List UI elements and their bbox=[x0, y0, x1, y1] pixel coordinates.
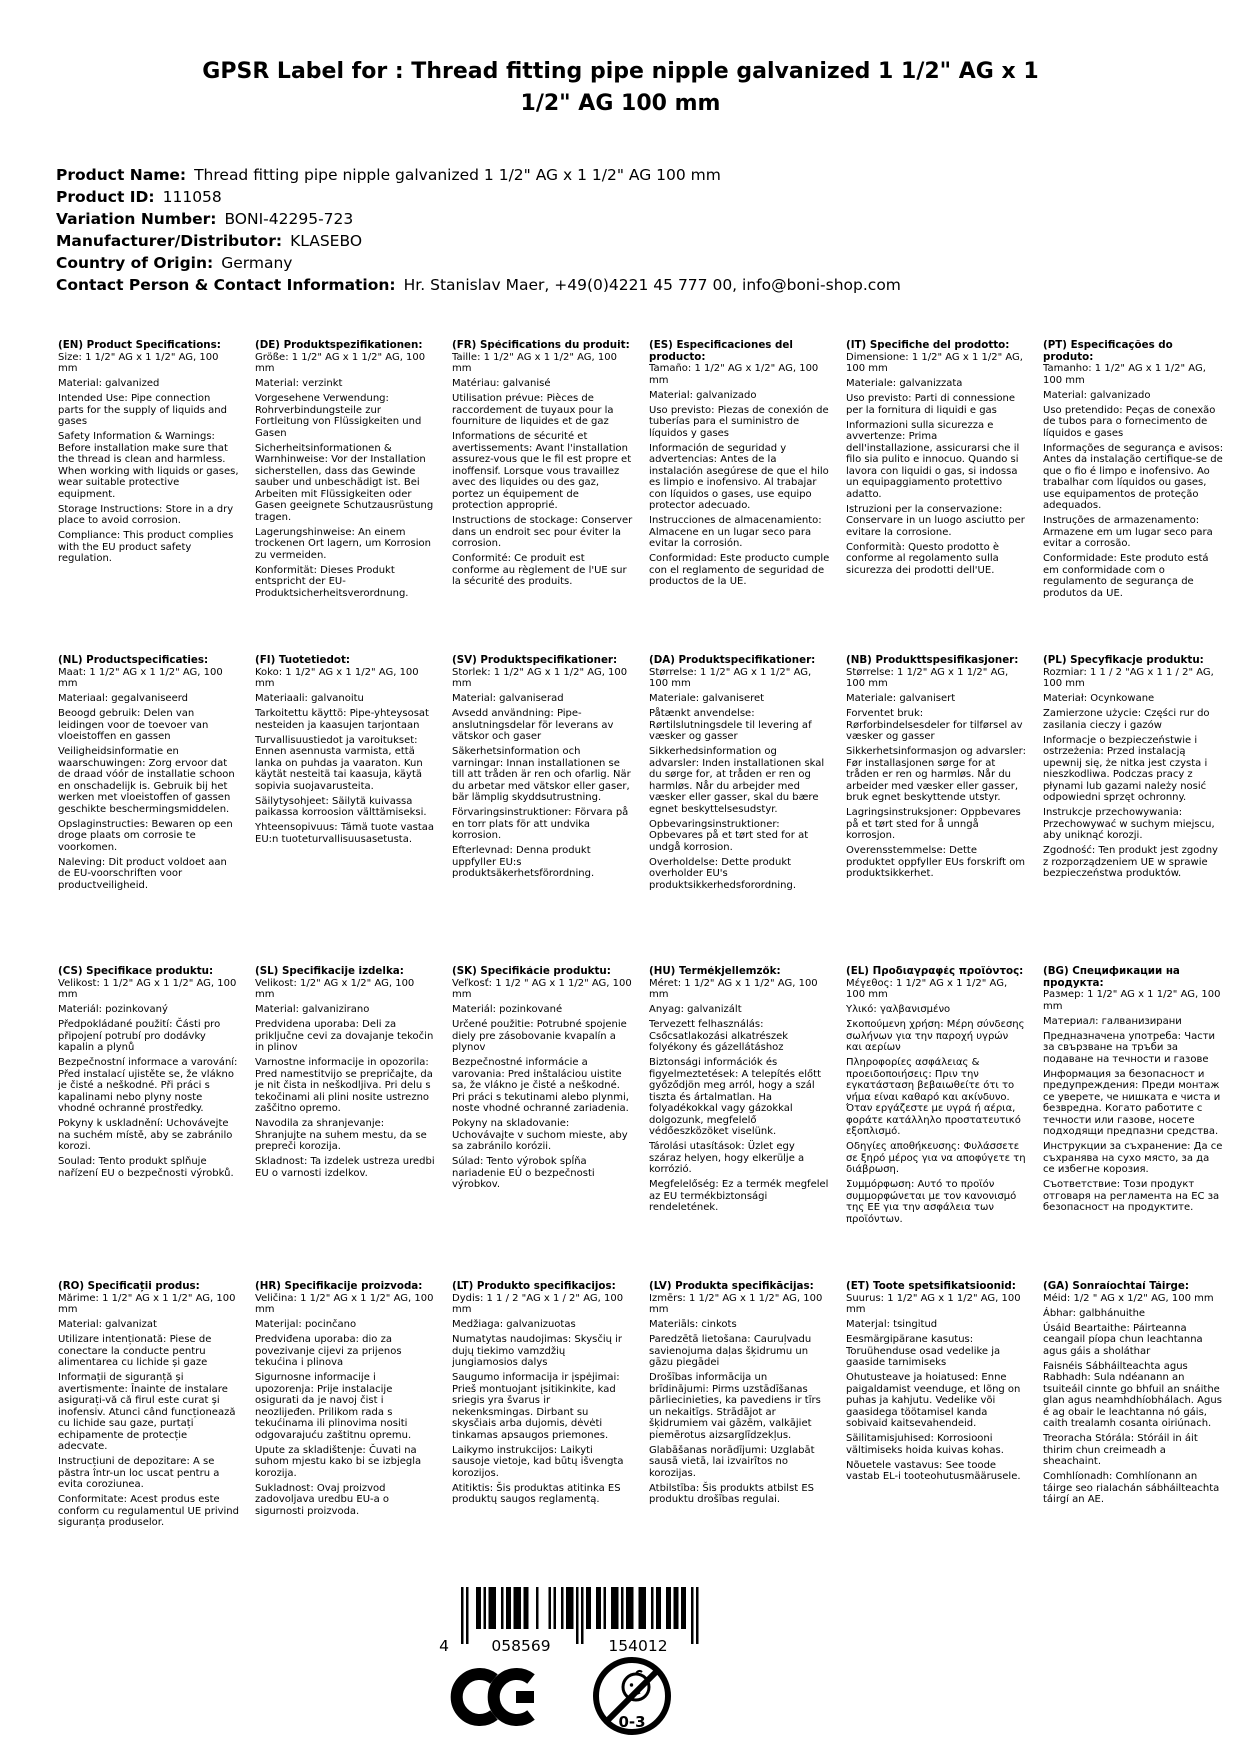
spec-block-de bbox=[255, 340, 436, 655]
spec-paragraph: Sicherheitsinformationen & Warnhinweise: Vor der Installation sicherstellen, dass das Gewinde sauber und unbeschädigt ist. Bei Arbeiten mit Flüssigkeiten oder Gasen geeignete Schutzausrüstung tragen. bbox=[255, 442, 434, 523]
barcode-bar bbox=[696, 1587, 699, 1644]
age-warning-label: 0-3 bbox=[618, 1713, 646, 1731]
spec-paragraph: Matériau: galvanisé bbox=[452, 378, 551, 389]
spec-paragraph: Drošības informācija un brīdinājumi: Pirms uzstādīšanas pārliecinieties, ka pavediens ir tīrs un nekaitīgs. Strādājot ar šķidrumiem vai gāzēm, valkājiet piemērotus aizsarglīdzekļus. bbox=[649, 1372, 821, 1441]
product-info-section bbox=[56, 164, 1201, 296]
spec-header-en: (EN) Product Specifications: bbox=[58, 340, 221, 351]
spec-paragraph: Størrelse: 1 1/2" AG x 1 1/2" AG, 100 mm bbox=[846, 666, 1009, 689]
spec-block-lt bbox=[452, 1281, 633, 1529]
barcode-bar bbox=[681, 1587, 686, 1629]
spec-paragraph: Pokyny k uskladnění: Uchovávejte na suchém místě, aby se zabránilo korozi. bbox=[58, 1118, 233, 1152]
barcode-bar bbox=[581, 1587, 584, 1644]
spec-paragraph: Säilytysohjeet: Säilytä kuivassa paikassa korroosion välttämiseksi. bbox=[255, 795, 427, 818]
spec-block-hu bbox=[649, 966, 830, 1281]
spec-block-en bbox=[58, 340, 239, 655]
spec-paragraph: Informacje o bezpieczeństwie i ostrzeżenia: Przed instalacją upewnij się, że nitka jest czysta i nieszkodliwa. Podczas pracy z płynami lub gazami należy nosić odpowiedni sprzęt ochronny. bbox=[1043, 734, 1208, 803]
spec-block-sl bbox=[255, 966, 436, 1281]
spec-paragraph: Yhteensopivuus: Tämä tuote vastaa EU:n tuoteturvallisuusasetusta. bbox=[255, 822, 434, 845]
spec-paragraph: Súlad: Tento výrobok spĺňa nariadenie EÚ o bezpečnosti výrobkov. bbox=[452, 1156, 595, 1190]
barcode-bar bbox=[651, 1587, 654, 1629]
barcode-bar bbox=[466, 1587, 469, 1644]
spec-paragraph: Material: galvanizat bbox=[58, 1319, 157, 1330]
spec-header-sk: (SK) Špecifikácie produktu: bbox=[452, 966, 611, 977]
barcode-bar bbox=[596, 1587, 601, 1629]
spec-paragraph: Tamaño: 1 1/2" AG x 1/2" AG, 100 mm bbox=[649, 363, 819, 386]
spec-paragraph: Størrelse: 1 1/2" AG x 1 1/2" AG, 100 mm bbox=[649, 666, 812, 689]
spec-paragraph: Maat: 1 1/2" AG x 1 1/2" AG, 100 mm bbox=[58, 666, 223, 689]
spec-header-fi: (FI) Tuotetiedot: bbox=[255, 655, 350, 666]
spec-paragraph: Tamanho: 1 1/2" AG x 1 1/2" AG, 100 mm bbox=[1043, 363, 1206, 386]
info-label: Contact Person & Contact Information: bbox=[56, 276, 396, 294]
spec-paragraph: Materiale: galvanisert bbox=[846, 693, 956, 704]
spec-paragraph: Laikymo instrukcijos: Laikyti sausoje vietoje, kad būtų išvengta korozijos. bbox=[452, 1444, 624, 1479]
spec-block-cs bbox=[58, 966, 239, 1281]
barcode-bar bbox=[621, 1587, 624, 1629]
barcode-bar bbox=[476, 1587, 481, 1629]
barcode-prefix-digit: 4 bbox=[439, 1637, 449, 1655]
spec-paragraph: Sikkerhedsinformation og advarsler: Inden installationen skal du sørge for, at tråden er ren og harmløs. Når du arbejder med væsker eller gasser, skal du bære egnet beskyttelsesudstyr. bbox=[649, 746, 825, 815]
spec-paragraph: Treoracha Stórála: Stóráil in áit thirim chun creimeadh a sheachaint. bbox=[1043, 1433, 1198, 1467]
info-label: Manufacturer/Distributor: bbox=[56, 232, 283, 250]
spec-block-el bbox=[846, 966, 1027, 1281]
barcode-bar bbox=[566, 1587, 574, 1629]
spec-paragraph: Biztonsági információk és figyelmeztetések: A telepítés előtt győződjön meg arról, hogy a szál tiszta és ártalmatlan. Ha folyadékokkal vagy gázokkal dolgozunk, megfelelő védőeszközöket viselünk. bbox=[649, 1057, 821, 1137]
info-line-1 bbox=[56, 186, 1201, 208]
barcode-bar bbox=[501, 1587, 504, 1629]
spec-paragraph: Σκοπούμενη χρήση: Μέρη σύνδεσης σωλήνων για την παροχή υγρών και αερίων bbox=[846, 1019, 1025, 1053]
spec-paragraph: Size: 1 1/2" AG x 1 1/2" AG, 100 mm bbox=[58, 351, 219, 374]
barcode-bars-icon bbox=[432, 1585, 712, 1659]
spec-paragraph: Veiligheidsinformatie en waarschuwingen: Zorg ervoor dat de draad vóór de installatie schoon en onschadelijk is. Gebruik bij het werken met vloeistoffen of gassen geschikte beschermingsmiddelen. bbox=[58, 746, 235, 815]
spec-paragraph: Opslaginstructies: Bewaren op een droge plaats om corrosie te voorkomen. bbox=[58, 818, 233, 853]
age-warning-0-3-icon bbox=[592, 1656, 672, 1740]
spec-paragraph: Forventet bruk: Rørforbindelsesdeler for tilførsel av væsker og gasser bbox=[846, 708, 1023, 742]
barcode-bar bbox=[626, 1587, 634, 1629]
spec-block-bg bbox=[1043, 966, 1224, 1281]
spec-paragraph: Velikost: 1 1/2" AG x 1 1/2" AG, 100 mm bbox=[58, 977, 237, 1000]
spec-header-fr: (FR) Spécifications du produit: bbox=[452, 340, 630, 351]
spec-paragraph: Koko: 1 1/2" AG x 1 1/2" AG, 100 mm bbox=[255, 666, 419, 689]
spec-paragraph: Opbevaringsinstruktioner: Opbevares på et tørt sted for at undgå korrosion. bbox=[649, 818, 809, 853]
spec-paragraph: Conformitate: Acest produs este conform cu regulamentul UE privind siguranța produselor. bbox=[58, 1494, 239, 1528]
info-line-3 bbox=[56, 230, 1201, 252]
spec-paragraph: Material: galvanized bbox=[58, 378, 160, 389]
spec-paragraph: Utilisation prévue: Pièces de raccordement de tuyaux pour la fourniture de liquides et de gaz bbox=[452, 393, 614, 427]
spec-block-nl bbox=[58, 655, 239, 966]
spec-paragraph: Οδηγίες αποθήκευσης: Φυλάσσετε σε ξηρό μέρος για να αποφύγετε τη διάβρωση. bbox=[846, 1141, 1026, 1175]
spec-paragraph: Navodila za shranjevanje: Shranjujte na suhem mestu, da se prepreči korozija. bbox=[255, 1118, 427, 1152]
spec-paragraph: Informations de sécurité et avertissements: Avant l'installation assurez-vous que le fil est propre et inoffensif. Lorsque vous travaillez avec des liquides ou des gaz, portez un équipement de protection approprié. bbox=[452, 431, 632, 511]
spec-header-sl: (SL) Specifikacije izdelka: bbox=[255, 966, 404, 977]
spec-paragraph: Suurus: 1 1/2" AG x 1 1/2" AG, 100 mm bbox=[846, 1292, 1021, 1315]
spec-paragraph: Taille: 1 1/2" AG x 1 1/2" AG, 100 mm bbox=[452, 351, 617, 374]
spec-paragraph: Tarkoitettu käyttö: Pipe-yhteysosat nesteiden ja kaasujen tarjontaan bbox=[255, 708, 429, 731]
spec-paragraph: Μέγεθος: 1 1/2" AG x 1 1/2" AG, 100 mm bbox=[846, 977, 1008, 1000]
spec-paragraph: Materiale: galvanizzata bbox=[846, 378, 963, 389]
spec-paragraph: Materjal: tsingitud bbox=[846, 1319, 938, 1330]
spec-paragraph: Sikkerhetsinformasjon og advarsler: Før installasjonen sørge for at tråden er ren og harmløs. Når du arbeider med væsker eller gasser, bruk egnet beskyttende utstyr. bbox=[846, 746, 1026, 803]
info-line-2 bbox=[56, 208, 1201, 230]
spec-paragraph: Zgodność: Ten produkt jest zgodny z rozporządzeniem UE w sprawie bezpieczeństwa produktów. bbox=[1043, 845, 1218, 879]
barcode-bar bbox=[639, 1587, 647, 1629]
barcode-left-digits: 058569 bbox=[491, 1637, 551, 1655]
spec-paragraph: Informații de siguranță și avertismente: Înainte de instalare asigurați-vă că firul este curat și inofensiv. Atunci când funcționează cu lichide sau gaze, purtați echipamente de protecție adecvate. bbox=[58, 1372, 236, 1452]
spec-paragraph: Efterlevnad: Denna produkt uppfyller EU:s produktsäkerhetsförordning. bbox=[452, 845, 595, 879]
spec-paragraph: Инструкции за съхранение: Да се съхранява на сухо място, за да се избегне корозия. bbox=[1043, 1141, 1223, 1175]
spec-paragraph: Storage Instructions: Store in a dry place to avoid corrosion. bbox=[58, 503, 234, 526]
spec-paragraph: Comhlíonadh: Comhlíonann an táirge seo rialachán sábháilteachta táirgí an AE. bbox=[1043, 1471, 1220, 1505]
spec-paragraph: Zamierzone użycie: Części rur do zasilania cieczy i gazów bbox=[1043, 708, 1210, 731]
spec-paragraph: Eesmärgipärane kasutus: Toruühenduse osad vedelike ja gaaside tarnimiseks bbox=[846, 1334, 1001, 1368]
barcode-bar bbox=[604, 1587, 607, 1629]
spec-paragraph: Dimensione: 1 1/2" AG x 1 1/2" AG, 100 mm bbox=[846, 351, 1023, 374]
spec-header-nl: (NL) Productspecificaties: bbox=[58, 655, 209, 666]
info-value: BONI-42295-723 bbox=[224, 210, 354, 228]
spec-paragraph: Материал: галванизирани bbox=[1043, 1015, 1182, 1027]
barcode-bar bbox=[461, 1587, 464, 1644]
spec-header-sv: (SV) Produktspecifikationer: bbox=[452, 655, 618, 666]
barcode-bar bbox=[489, 1587, 497, 1629]
info-value: 111058 bbox=[162, 188, 222, 206]
spec-paragraph: Förvaringsinstruktioner: Förvara på en torr plats för att undvika korrosion. bbox=[452, 807, 629, 841]
spec-paragraph: Naleving: Dit product voldoet aan de EU-voorschriften voor productveiligheid. bbox=[58, 856, 227, 891]
spec-block-fr bbox=[452, 340, 633, 655]
info-value: Germany bbox=[221, 254, 293, 272]
spec-paragraph: Upute za skladištenje: Čuvati na suhom mjestu kako bi se izbjegla korozija. bbox=[255, 1444, 422, 1479]
spec-paragraph: Uso previsto: Piezas de conexión de tuberías para el suministro de líquidos y gases bbox=[649, 404, 829, 439]
spec-header-lv: (LV) Produkta specifikācijas: bbox=[649, 1281, 814, 1292]
spec-paragraph: Paredzētā lietošana: Cauruļvadu savienojuma daļas šķidrumu un gāzu piegādei bbox=[649, 1334, 812, 1368]
spec-paragraph: Compliance: This product complies with the EU product safety regulation. bbox=[58, 530, 234, 564]
barcode-bar bbox=[536, 1587, 539, 1629]
spec-paragraph: Utilizare intenționată: Piese de conectare la conducte pentru alimentarea cu lichide și gaze bbox=[58, 1334, 212, 1368]
spec-header-ga: (GA) Sonraíochtaí Táirge: bbox=[1043, 1281, 1190, 1292]
spec-paragraph: Určené použitie: Potrubné spojenie diely pre zásobovanie kvapalín a plynov bbox=[452, 1019, 627, 1053]
spec-paragraph: Material: verzinkt bbox=[255, 378, 343, 389]
ce-mark-icon bbox=[450, 1664, 545, 1734]
spec-header-pt: (PT) Especificações do produto: bbox=[1043, 340, 1173, 363]
spec-paragraph: Conformità: Questo prodotto è conforme al regolamento sulla sicurezza dei prodotti dell'UE. bbox=[846, 541, 1000, 576]
spec-paragraph: Veličina: 1 1/2" AG x 1 1/2" AG, 100 mm bbox=[255, 1292, 434, 1315]
barcode-bar bbox=[524, 1587, 529, 1629]
spec-block-es bbox=[649, 340, 830, 655]
spec-paragraph: Lagerungshinweise: An einem trockenen Ort lagern, um Korrosion zu vermeiden. bbox=[255, 526, 431, 561]
barcode-bar bbox=[576, 1587, 579, 1644]
spec-header-lt: (LT) Produkto specifikacijos: bbox=[452, 1281, 616, 1292]
barcode-bar bbox=[674, 1587, 679, 1629]
spec-paragraph: Pokyny na skladovanie: Uchovávajte v suchom mieste, aby sa zabránilo korózii. bbox=[452, 1118, 628, 1152]
spec-paragraph: Instrucciones de almacenamiento: Almacene en un lugar seco para evitar la corrosión. bbox=[649, 515, 822, 549]
spec-paragraph: Megfelelőség: Ez a termék megfelel az EU termékbiztonsági rendeletének. bbox=[649, 1179, 829, 1213]
spec-paragraph: Mărime: 1 1/2" AG x 1 1/2" AG, 100 mm bbox=[58, 1292, 236, 1315]
spec-paragraph: Tervezett felhasználás: Csőcsatlakozási alkatrészek folyékony és gázellátáshoz bbox=[649, 1019, 789, 1053]
spec-paragraph: Konformität: Dieses Produkt entspricht der EU-Produktsicherheitsverordnung. bbox=[255, 564, 409, 599]
spec-header-de: (DE) Produktspezifikationen: bbox=[255, 340, 423, 351]
spec-block-ro bbox=[58, 1281, 239, 1529]
info-line-5 bbox=[56, 274, 1201, 296]
spec-paragraph: Beoogd gebruik: Delen van leidingen voor de toevoer van vloeistoffen en gassen bbox=[58, 708, 209, 742]
spec-block-nb bbox=[846, 655, 1027, 966]
spec-paragraph: Ábhar: galbhánuithe bbox=[1043, 1307, 1146, 1319]
spec-paragraph: Material: galvanizirano bbox=[255, 1004, 370, 1015]
spec-paragraph: Materiał: Ocynkowane bbox=[1043, 693, 1155, 704]
spec-block-sv bbox=[452, 655, 633, 966]
spec-block-pt bbox=[1043, 340, 1224, 655]
spec-paragraph: Instructions de stockage: Conserver dans un endroit sec pour éviter la corrosion. bbox=[452, 515, 633, 549]
spec-paragraph: Размер: 1 1/2" AG x 1 1/2" AG, 100 mm bbox=[1043, 989, 1221, 1012]
spec-paragraph: Bezpečnostné informácie a varovania: Pred inštaláciou uistite sa, že vlákno je čisté a neškodné. Pri práci s tekutinami alebo plynmi, noste vhodné ochranné zariadenia. bbox=[452, 1057, 629, 1114]
spec-paragraph: Uso pretendido: Peças de conexão de tubos para o fornecimento de líquidos e gases bbox=[1043, 404, 1216, 439]
spec-paragraph: Uso previsto: Parti di connessione per la fornitura di liquidi e gas bbox=[846, 393, 1015, 416]
spec-paragraph: Conformidad: Este producto cumple con el reglamento de seguridad de productos de la UE. bbox=[649, 553, 830, 587]
spec-paragraph: Storlek: 1 1/2" AG x 1 1/2" AG, 100 mm bbox=[452, 666, 628, 689]
info-label: Country of Origin: bbox=[56, 254, 214, 272]
spec-paragraph: Predviđena uporaba: dio za povezivanje cijevi za prijenos tekućina i plinova bbox=[255, 1334, 402, 1368]
spec-paragraph: Dydis: 1 1 / 2 "AG x 1 / 2" AG, 100 mm bbox=[452, 1292, 624, 1315]
spec-paragraph: Istruzioni per la conservazione: Conservare in un luogo asciutto per evitare la corrosione. bbox=[846, 503, 1025, 538]
spec-paragraph: Информация за безопасност и предупреждения: Преди монтаж се уверете, че нишката е чиста и безвредна. Когато работите с течности или газове, носете подходящи предпазни средства. bbox=[1043, 1068, 1221, 1137]
spec-paragraph: Sigurnosne informacije i upozorenja: Prije instalacije osigurati da je navoj čist i neozlijeđen. Prilikom rada s tekućinama ili plinovima nositi odgovarajuću zaštitnu opremu. bbox=[255, 1372, 412, 1441]
spec-paragraph: Tárolási utasítások: Üzlet egy száraz helyen, hogy elkerülje a korrózió. bbox=[649, 1141, 805, 1175]
spec-paragraph: Overholdelse: Dette produkt overholder EU's produktsikkerhedsforordning. bbox=[649, 856, 797, 891]
spec-paragraph: Material: galvanizado bbox=[649, 389, 757, 401]
spec-paragraph: Nõuetele vastavus: See toode vastab EL-i tooteohutusmäärusele. bbox=[846, 1459, 1021, 1482]
spec-paragraph: Medžiaga: galvanizuotas bbox=[452, 1319, 576, 1330]
spec-paragraph: Soulad: Tento produkt splňuje nařízení EU o bezpečnosti výrobků. bbox=[58, 1156, 234, 1179]
spec-paragraph: Bezpečnostní informace a varování: Před instalací ujistěte se, že vlákno je čisté a neškodné. Při práci s kapalinami nebo plyny noste vhodné ochranné prostředky. bbox=[58, 1057, 238, 1114]
spec-paragraph: Предназначена употреба: Части за свързване на тръби за подаване на течности и газове bbox=[1043, 1030, 1216, 1065]
spec-block-lv bbox=[649, 1281, 830, 1529]
spec-header-hu: (HU) Termékjellemzők: bbox=[649, 966, 781, 977]
spec-paragraph: Información de seguridad y advertencias: Antes de la instalación asegúrese de que el hilo es limpio e inofensivo. Al trabajar con líquidos o gases, use equipo protector adecuado. bbox=[649, 442, 829, 511]
spec-header-ro: (RO) Specificații produs: bbox=[58, 1281, 200, 1292]
spec-block-da bbox=[649, 655, 830, 966]
spec-paragraph: Sukladnost: Ovaj proizvod zadovoljava uredbu EU-a o sigurnosti proizvoda. bbox=[255, 1482, 390, 1517]
info-value: Hr. Stanislav Maer, +49(0)4221 45 777 00, info@boni-shop.com bbox=[403, 276, 901, 294]
spec-paragraph: Předpokládané použití: Části pro připojení potrubí pro dodávky kapalin a plynů bbox=[58, 1019, 221, 1053]
spec-paragraph: Predvidena uporaba: Deli za priključne cevi za dovajanje tekočin in plinov bbox=[255, 1019, 434, 1053]
spec-paragraph: Lagringsinstruksjoner: Oppbevares på et tørt sted for å unngå korrosjon. bbox=[846, 807, 1021, 841]
spec-block-ga bbox=[1043, 1281, 1224, 1529]
spec-paragraph: Méid: 1/2 " AG x 1/2" AG, 100 mm bbox=[1043, 1292, 1214, 1304]
spec-paragraph: Faisnéis Sábháilteachta agus Rabhadh: Sula ndéanann an tsuiteáil cinnte go bhfuil an snáithe glan agus neamhdhíobhálach. Agus é ag obair le leachtanna nó gáis, caith trealamh cosanta oiriúnach. bbox=[1043, 1360, 1222, 1429]
info-label: Product Name: bbox=[56, 166, 187, 184]
spec-paragraph: Numatytas naudojimas: Skysčių ir dujų tiekimo vamzdžių jungiamosios dalys bbox=[452, 1334, 623, 1368]
spec-paragraph: Instrukcje przechowywania: Przechowywać w suchym miejscu, aby uniknąć korozji. bbox=[1043, 807, 1215, 841]
spec-paragraph: Anyag: galvanizált bbox=[649, 1004, 742, 1015]
spec-paragraph: Materiaal: gegalvaniseerd bbox=[58, 693, 189, 704]
spec-paragraph: Intended Use: Pipe connection parts for the supply of liquids and gases bbox=[58, 393, 227, 427]
spec-header-nb: (NB) Produkttspesifikasjoner: bbox=[846, 655, 1019, 666]
info-label: Variation Number: bbox=[56, 210, 217, 228]
spec-paragraph: Glabāšanas norādījumi: Uzglabāt sausā vietā, lai izvairītos no korozijas. bbox=[649, 1444, 815, 1479]
spec-paragraph: Συμμόρφωση: Αυτό το προϊόν συμμορφώνεται με τον κανονισμό της ΕΕ για την ασφάλεια των προϊόντων. bbox=[846, 1179, 1017, 1225]
spec-paragraph: Materiál: pozinkované bbox=[452, 1004, 563, 1015]
spec-paragraph: Veľkosť: 1 1/2 " AG x 1 1/2" AG, 100 mm bbox=[452, 977, 632, 1000]
spec-paragraph: Úsáid Beartaithe: Páirteanna ceangail píopa chun leachtanna agus gáis a sholáthar bbox=[1043, 1322, 1203, 1357]
page-title-text: GPSR Label for : Thread fitting pipe nipple galvanized 1 1/2" AG x 1 1/2" AG 100 mm bbox=[202, 59, 1039, 116]
language-specs-grid bbox=[58, 340, 1240, 1529]
spec-paragraph: Vorgesehene Verwendung: Rohrverbindungsteile zur Fortleitung von Flüssigkeiten und Gasen bbox=[255, 393, 422, 439]
spec-paragraph: Material: galvanizado bbox=[1043, 389, 1151, 401]
barcode-right-digits: 154012 bbox=[608, 1637, 668, 1655]
spec-paragraph: Informações de segurança e avisos: Antes da instalação certifique-se de que o fio é limpo e inofensivo. Ao trabalhar com líquidos ou gases, use equipamentos de proteção adequados. bbox=[1043, 442, 1224, 511]
spec-paragraph: Izmērs: 1 1/2" AG x 1 1/2" AG, 100 mm bbox=[649, 1292, 823, 1315]
barcode-bar bbox=[691, 1587, 694, 1644]
spec-block-pl bbox=[1043, 655, 1224, 966]
spec-paragraph: Skladnost: Ta izdelek ustreza uredbi EU o varnosti izdelkov. bbox=[255, 1156, 435, 1179]
spec-paragraph: Avsedd användning: Pipe-anslutningsdelar för leverans av vätskor och gaser bbox=[452, 708, 614, 742]
barcode-bar bbox=[484, 1587, 487, 1629]
spec-paragraph: Πληροφορίες ασφάλειας & προειδοποιήσεις: Πριν την εγκατάσταση βεβαιωθείτε ότι το νήμα είναι καθαρό και ακίνδυνο. Όταν εργάζεστε με υγρά ή αέρια, φοράτε κατάλληλο προστατευτικό εξοπλισμό. bbox=[846, 1057, 1021, 1137]
spec-header-cs: (CS) Specifikace produktu: bbox=[58, 966, 214, 977]
spec-block-et bbox=[846, 1281, 1027, 1529]
page-title bbox=[0, 56, 1241, 120]
spec-paragraph: Säilitamisjuhised: Korrosiooni vältimiseks hoida kuivas kohas. bbox=[846, 1433, 1004, 1456]
spec-paragraph: Materiale: galvaniseret bbox=[649, 693, 765, 704]
barcode-bar bbox=[611, 1587, 619, 1629]
barcode-bar bbox=[549, 1587, 552, 1629]
spec-paragraph: Méret: 1 1/2" AG x 1 1/2" AG, 100 mm bbox=[649, 977, 818, 1000]
barcode-bar bbox=[586, 1587, 591, 1629]
info-line-0 bbox=[56, 164, 1201, 186]
barcode-bar bbox=[656, 1587, 661, 1629]
spec-paragraph: Materiāls: cinkots bbox=[649, 1319, 737, 1330]
spec-header-et: (ET) Toote spetsifikatsioonid: bbox=[846, 1281, 1016, 1292]
spec-paragraph: Υλικό: γαλβανισμένο bbox=[846, 1004, 951, 1015]
spec-paragraph: Conformidade: Este produto está em conformidade com o regulamento de segurança de produtos da UE. bbox=[1043, 553, 1209, 599]
info-value: Thread fitting pipe nipple galvanized 1 1/2" AG x 1 1/2" AG 100 mm bbox=[194, 166, 721, 184]
spec-paragraph: Overensstemmelse: Dette produktet oppfyller EUs forskrift om produktsikkerhet. bbox=[846, 845, 1026, 879]
ean13-barcode bbox=[432, 1585, 712, 1659]
spec-paragraph: Conformité: Ce produit est conforme au règlement de l'UE sur la sécurité des produits. bbox=[452, 553, 627, 587]
spec-block-hr bbox=[255, 1281, 436, 1529]
spec-paragraph: Materijal: pocinčano bbox=[255, 1319, 357, 1330]
spec-header-bg: (BG) Спецификации на продукта: bbox=[1043, 966, 1180, 989]
spec-header-pl: (PL) Specyfikacje produktu: bbox=[1043, 655, 1204, 666]
spec-paragraph: Material: galvaniserad bbox=[452, 693, 564, 704]
barcode-bar bbox=[554, 1587, 557, 1629]
spec-paragraph: Turvallisuustiedot ja varoitukset: Ennen asennusta varmista, että lanka on puhdas ja vaaraton. Kun käytät nesteitä tai kaasuja, käytä sopivia suojavarusteita. bbox=[255, 734, 423, 792]
spec-block-it bbox=[846, 340, 1027, 655]
spec-paragraph: Informazioni sulla sicurezza e avvertenze: Prima dell'installazione, assicurarsi che il filo sia pulito e innocuo. Quando si lavora con liquidi o gas, si indossa un equipaggiamento protettivo adatto. bbox=[846, 419, 1020, 500]
spec-paragraph: Ohutusteave ja hoiatused: Enne paigaldamist veenduge, et lõng on puhas ja kahjutu. Vedelike või gaasidega töötamisel kanda sobivaid kaitsevahendeid. bbox=[846, 1372, 1021, 1429]
info-value: KLASEBO bbox=[290, 232, 363, 250]
spec-paragraph: Rozmiar: 1 1 / 2 "AG x 1 1 / 2" AG, 100 mm bbox=[1043, 666, 1214, 689]
spec-paragraph: Съответствие: Този продукт отговаря на регламента на ЕС за безопасност на продуктите. bbox=[1043, 1179, 1220, 1213]
barcode-bar bbox=[506, 1587, 511, 1629]
spec-paragraph: Varnostne informacije in opozorila: Pred namestitvijo se prepričajte, da je nit čista in neškodljiva. Pri delu s tekočinami ali plini nosite ustrezno zaščitno opremo. bbox=[255, 1057, 433, 1114]
spec-paragraph: Atbilstība: Šis produkts atbilst ES produktu drošības regulai. bbox=[649, 1482, 815, 1505]
spec-paragraph: Größe: 1 1/2" AG x 1 1/2" AG, 100 mm bbox=[255, 351, 426, 374]
spec-paragraph: Saugumo informacija ir įspėjimai: Prieš montuojant įsitikinkite, kad sriegis yra švarus ir nekenksmingas. Dirbant su skysčiais arba dujomis, dėvėti tinkamas apsaugos priemones. bbox=[452, 1372, 620, 1441]
spec-block-fi bbox=[255, 655, 436, 966]
spec-paragraph: Instrucțiuni de depozitare: A se păstra într-un loc uscat pentru a evita coroziunea. bbox=[58, 1456, 220, 1490]
spec-header-da: (DA) Produktspecifikationer: bbox=[649, 655, 816, 666]
info-line-4 bbox=[56, 252, 1201, 274]
info-label: Product ID: bbox=[56, 188, 155, 206]
spec-header-hr: (HR) Specifikacije proizvoda: bbox=[255, 1281, 423, 1292]
barcode-bar bbox=[514, 1587, 522, 1629]
spec-paragraph: Påtænkt anvendelse: Rørtilslutningsdele til levering af væsker og gasser bbox=[649, 708, 812, 742]
spec-paragraph: Velikost: 1/2" AG x 1/2" AG, 100 mm bbox=[255, 977, 415, 1000]
spec-paragraph: Instruções de armazenamento: Armazene em um lugar seco para evitar a corrosão. bbox=[1043, 515, 1213, 549]
spec-block-sk bbox=[452, 966, 633, 1281]
barcode-bar bbox=[666, 1587, 671, 1629]
spec-paragraph: Materiaali: galvanoitu bbox=[255, 693, 364, 704]
spec-header-es: (ES) Especificaciones del producto: bbox=[649, 340, 793, 363]
spec-paragraph: Säkerhetsinformation och varningar: Innan installationen se till att tråden är ren och ofarlig. När du arbetar med vätskor eller gaser, bär lämplig skyddsutrustning. bbox=[452, 746, 631, 803]
spec-paragraph: Atitiktis: Šis produktas atitinka ES produktų saugos reglamentą. bbox=[452, 1482, 621, 1505]
spec-header-it: (IT) Specifiche del prodotto: bbox=[846, 340, 1010, 351]
spec-paragraph: Safety Information & Warnings: Before installation make sure that the thread is clean and harmless. When working with liquids or gases, wear suitable protective equipment. bbox=[58, 431, 239, 500]
spec-header-el: (EL) Προδιαγραφές προϊόντος: bbox=[846, 966, 1024, 977]
spec-paragraph: Materiál: pozinkovaný bbox=[58, 1004, 168, 1015]
barcode-bar bbox=[561, 1587, 564, 1629]
